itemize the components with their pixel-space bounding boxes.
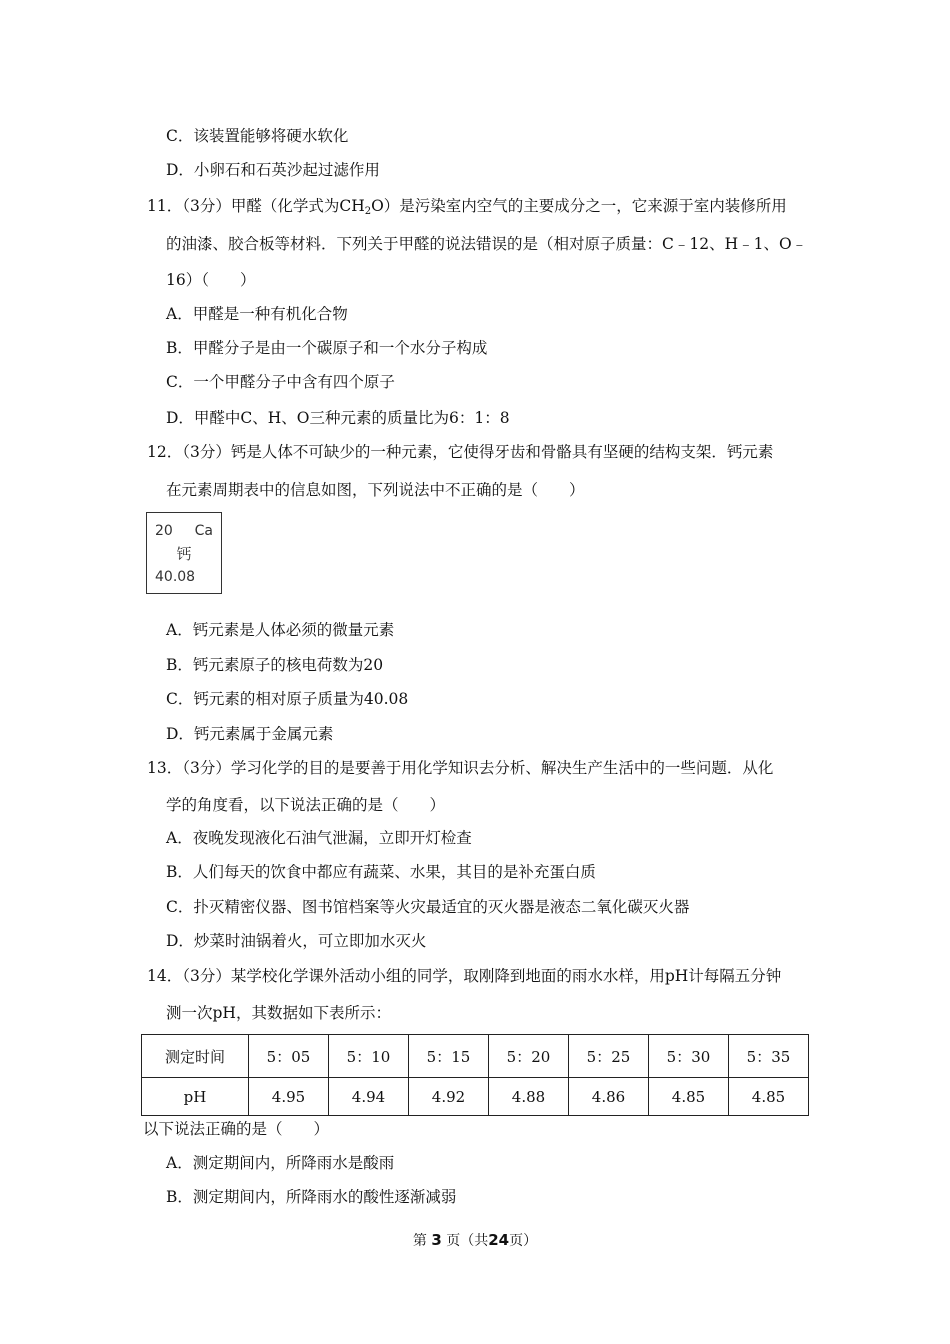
q11-option-b: B．甲醛分子是由一个碳原子和一个水分子构成	[166, 339, 488, 357]
atomic-mass: 40.08	[155, 569, 196, 585]
table-cell: 4.95	[249, 1078, 329, 1116]
q12-option-a: A．钙元素是人体必须的微量元素	[166, 621, 395, 639]
table-cell: 4.86	[569, 1078, 649, 1116]
table-cell: 5：15	[409, 1035, 489, 1078]
q14-option-a: A．测定期间内，所降雨水是酸雨	[166, 1154, 395, 1172]
q14-after-table: 以下说法正确的是（ ）	[143, 1120, 330, 1138]
q11-option-d: D．甲醛中C、H、O三种元素的质量比为6：1：8	[166, 409, 510, 427]
table-cell: 4.92	[409, 1078, 489, 1116]
q11-stem-line3: 16）（ ）	[166, 271, 256, 289]
table-row-time	[142, 1035, 809, 1078]
q14-option-b: B．测定期间内，所降雨水的酸性逐渐减弱	[166, 1188, 457, 1206]
q10-option-c: C．该装置能够将硬水软化	[166, 127, 349, 145]
table-cell: 5：25	[569, 1035, 649, 1078]
q11-stem-line2: 的油漆、胶合板等材料．下列关于甲醛的说法错误的是（相对原子质量：C﹣12、H﹣1、O﹣	[166, 235, 808, 253]
table-cell: 5：05	[249, 1035, 329, 1078]
table-header-ph: pH	[142, 1078, 249, 1116]
q13-stem-line2: 学的角度看，以下说法正确的是（ ）	[166, 796, 446, 814]
q12-stem-line1: 12．（3分）钙是人体不可缺少的一种元素，它使得牙齿和骨骼具有坚硬的结构支架．钙元素	[147, 443, 774, 461]
q14-stem-line1: 14．（3分）某学校化学课外活动小组的同学，取刚降到地面的雨水水样，用pH计每隔五分钟	[147, 967, 782, 985]
atomic-number: 20	[155, 523, 173, 539]
element-symbol: Ca	[194, 523, 213, 539]
subscript: 2	[364, 206, 372, 217]
q10-option-d: D．小卵石和石英沙起过滤作用	[166, 161, 380, 179]
q13-option-a: A．夜晚发现液化石油气泄漏，立即开灯检查	[166, 829, 472, 847]
q13-option-c: C．扑灭精密仪器、图书馆档案等火灾最适宜的灭火器是液态二氧化碳灭火器	[166, 898, 690, 916]
element-name: 钙	[176, 545, 192, 563]
table-header-time: 测定时间	[142, 1035, 249, 1078]
page-footer: 第 3 页（共24页）	[412, 1231, 538, 1249]
q14-stem-line2: 测一次pH，其数据如下表所示：	[166, 1004, 391, 1022]
q11-option-a: A．甲醛是一种有机化合物	[166, 305, 348, 323]
current-page-number: 3	[431, 1231, 442, 1249]
table-cell: 5：30	[649, 1035, 729, 1078]
q12-option-d: D．钙元素属于金属元素	[166, 725, 334, 743]
q13-option-b: B．人们每天的饮食中都应有蔬菜、水果，其目的是补充蛋白质	[166, 863, 596, 881]
q12-option-c: C．钙元素的相对原子质量为40.08	[166, 690, 409, 708]
q11-option-c: C．一个甲醛分子中含有四个原子	[166, 373, 395, 391]
total-page-number: 24	[488, 1231, 510, 1249]
q13-stem-line1: 13．（3分）学习化学的目的是要善于用化学知识去分析、解决生产生活中的一些问题．从化	[147, 759, 774, 777]
table-cell: 4.94	[329, 1078, 409, 1116]
table-cell: 5：20	[489, 1035, 569, 1078]
q12-stem-line2: 在元素周期表中的信息如图，下列说法中不正确的是（ ）	[166, 481, 585, 499]
table-cell: 5：10	[329, 1035, 409, 1078]
table-cell: 4.85	[729, 1078, 809, 1116]
table-cell: 5：35	[729, 1035, 809, 1078]
table-cell: 4.85	[649, 1078, 729, 1116]
q11-stem-line1: 11．（3分）甲醛（化学式为$CH_2O$）是污染室内空气的主要成分之一，它来源于室内装修所用	[147, 197, 787, 217]
q12-option-b: B．钙元素原子的核电荷数为20	[166, 656, 384, 674]
table-row-ph	[142, 1078, 809, 1116]
periodic-element-card	[146, 512, 222, 594]
ph-data-table	[141, 1034, 809, 1116]
q13-option-d: D．炒菜时油锅着火，可立即加水灭火	[166, 932, 427, 950]
table-cell: 4.88	[489, 1078, 569, 1116]
